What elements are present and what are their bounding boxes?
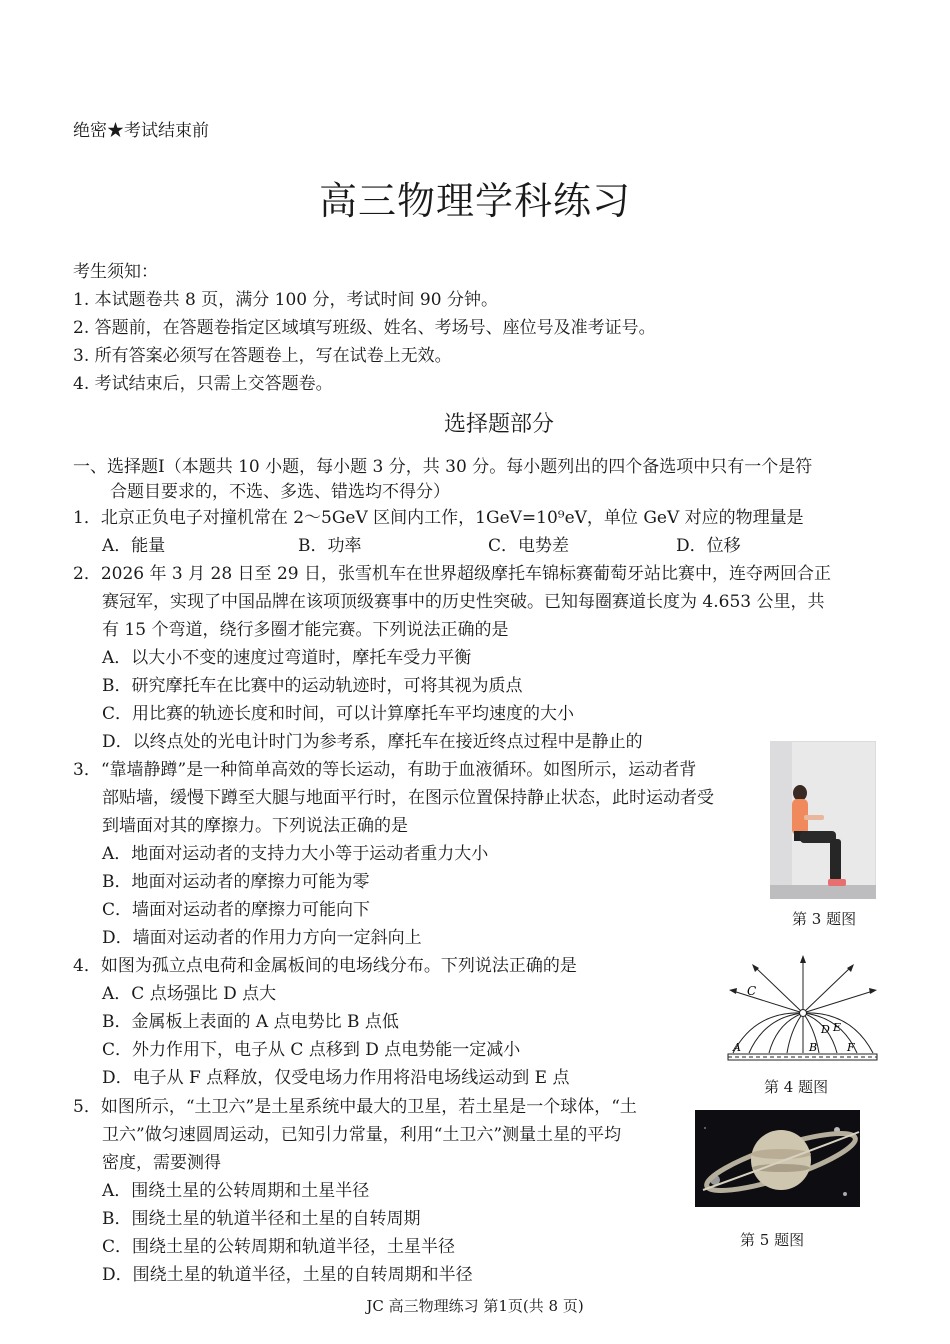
notice-item: 1. 本试题卷共 8 页，满分 100 分，考试时间 90 分钟。 (73, 290, 498, 310)
part-instructions: 一、选择题Ⅰ（本题共 10 小题，每小题 3 分，共 30 分。每小题列出的四个备选项中只有一个是符 (73, 457, 813, 477)
q4-figure-caption: 第 4 题图 (764, 1078, 829, 1096)
q5-figure-caption: 第 5 题图 (740, 1231, 805, 1249)
label-a: A (733, 1041, 741, 1054)
q2-stem: 2．2026 年 3 月 28 日至 29 日，张雪机车在世界超级摩托车锦标赛葡萄牙站比赛中，连夺两回合正 (73, 564, 831, 584)
q3-option-b: B．地面对运动者的摩擦力可能为零 (102, 872, 370, 892)
q1-option-a: A．能量 (102, 536, 166, 556)
q3-stem-cont: 部贴墙，缓慢下蹲至大腿与地面平行时，在图示位置保持静止状态，此时运动者受 (102, 788, 714, 808)
notice-item: 2. 答题前，在答题卷指定区域填写班级、姓名、考场号、座位号及准考证号。 (73, 318, 656, 338)
q1-option-c: C．电势差 (488, 536, 570, 556)
confidential-mark: 绝密★考试结束前 (73, 121, 209, 141)
q4-option-a: A．C 点场强比 D 点大 (102, 984, 277, 1004)
q2-option-b: B．研究摩托车在比赛中的运动轨迹时，可将其视为质点 (102, 676, 523, 696)
label-e: E (833, 1021, 842, 1034)
q5-option-b: B．围绕土星的轨道半径和土星的自转周期 (102, 1209, 421, 1229)
q3-option-c: C．墙面对运动者的摩擦力可能向下 (102, 900, 371, 920)
saturn-image (695, 1110, 860, 1207)
q3-option-d: D．墙面对运动者的作用力方向一定斜向上 (102, 928, 422, 948)
label-c: C (747, 984, 757, 998)
q4-option-c: C．外力作用下，电子从 C 点移到 D 点电势能一定减小 (102, 1040, 521, 1060)
q1-option-d: D．位移 (676, 536, 741, 556)
q5-stem: 5．如图所示，“土卫六”是土星系统中最大的卫星，若土星是一个球体，“土 (73, 1097, 637, 1117)
q3-option-a: A．地面对运动者的支持力大小等于运动者重力大小 (102, 844, 489, 864)
section-title: 选择题部分 (443, 412, 554, 437)
page-title: 高三物理学科练习 (318, 179, 631, 223)
q2-stem-cont: 有 15 个弯道，绕行多圈才能完赛。下列说法正确的是 (102, 620, 509, 640)
q5-option-d: D．围绕土星的轨道半径，土星的自转周期和半径 (102, 1265, 473, 1285)
part-instructions-cont: 合题目要求的，不选、多选、错选均不得分） (110, 482, 450, 502)
q2-stem-cont: 赛冠军，实现了中国品牌在该项顶级赛事中的历史性突破。已知每圈赛道长度为 4.653 公里，共 (102, 592, 825, 612)
q1-option-b: B．功率 (298, 536, 362, 556)
q3-figure-caption: 第 3 题图 (792, 910, 857, 928)
q2-option-c: C．用比赛的轨迹长度和时间，可以计算摩托车平均速度的大小 (102, 704, 575, 724)
q2-option-d: D．以终点处的光电计时门为参考系，摩托车在接近终点过程中是静止的 (102, 732, 643, 752)
notice-item: 3. 所有答案必须写在答题卷上，写在试卷上无效。 (73, 346, 452, 366)
notice-heading: 考生须知： (73, 262, 158, 282)
q4-option-b: B．金属板上表面的 A 点电势比 B 点低 (102, 1012, 399, 1032)
notice-item: 4. 考试结束后，只需上交答题卷。 (73, 374, 333, 394)
q3-stem-cont: 到墙面对其的摩擦力。下列说法正确的是 (102, 816, 408, 836)
label-d: D (821, 1023, 830, 1036)
q4-option-d: D．电子从 F 点释放，仅受电场力作用将沿电场线运动到 E 点 (102, 1068, 570, 1088)
q4-stem: 4．如图为孤立点电荷和金属板间的电场线分布。下列说法正确的是 (73, 956, 577, 976)
q5-option-a: A．围绕土星的公转周期和土星半径 (102, 1181, 370, 1201)
page-footer: JC 高三物理练习 第1页(共 8 页) (366, 1297, 584, 1315)
q5-stem-cont: 卫六”做匀速圆周运动，已知引力常量，利用“土卫六”测量土星的平均 (102, 1125, 622, 1145)
label-b: B (809, 1041, 818, 1054)
q2-option-a: A．以大小不变的速度过弯道时，摩托车受力平衡 (102, 648, 472, 668)
q5-stem-cont: 密度，需要测得 (102, 1153, 221, 1173)
q1-stem: 1．北京正负电子对撞机常在 2～5GeV 区间内工作，1GeV=10⁹eV，单位 GeV 对应的物理量是 (73, 508, 804, 528)
q5-option-c: C．围绕土星的公转周期和轨道半径，土星半径 (102, 1237, 456, 1257)
label-f: F (847, 1041, 855, 1054)
electric-field-diagram (725, 955, 880, 1065)
wall-sit-photo (770, 741, 876, 899)
q3-stem: 3．“靠墙静蹲”是一种简单高效的等长运动，有助于血液循环。如图所示，运动者背 (73, 760, 697, 780)
